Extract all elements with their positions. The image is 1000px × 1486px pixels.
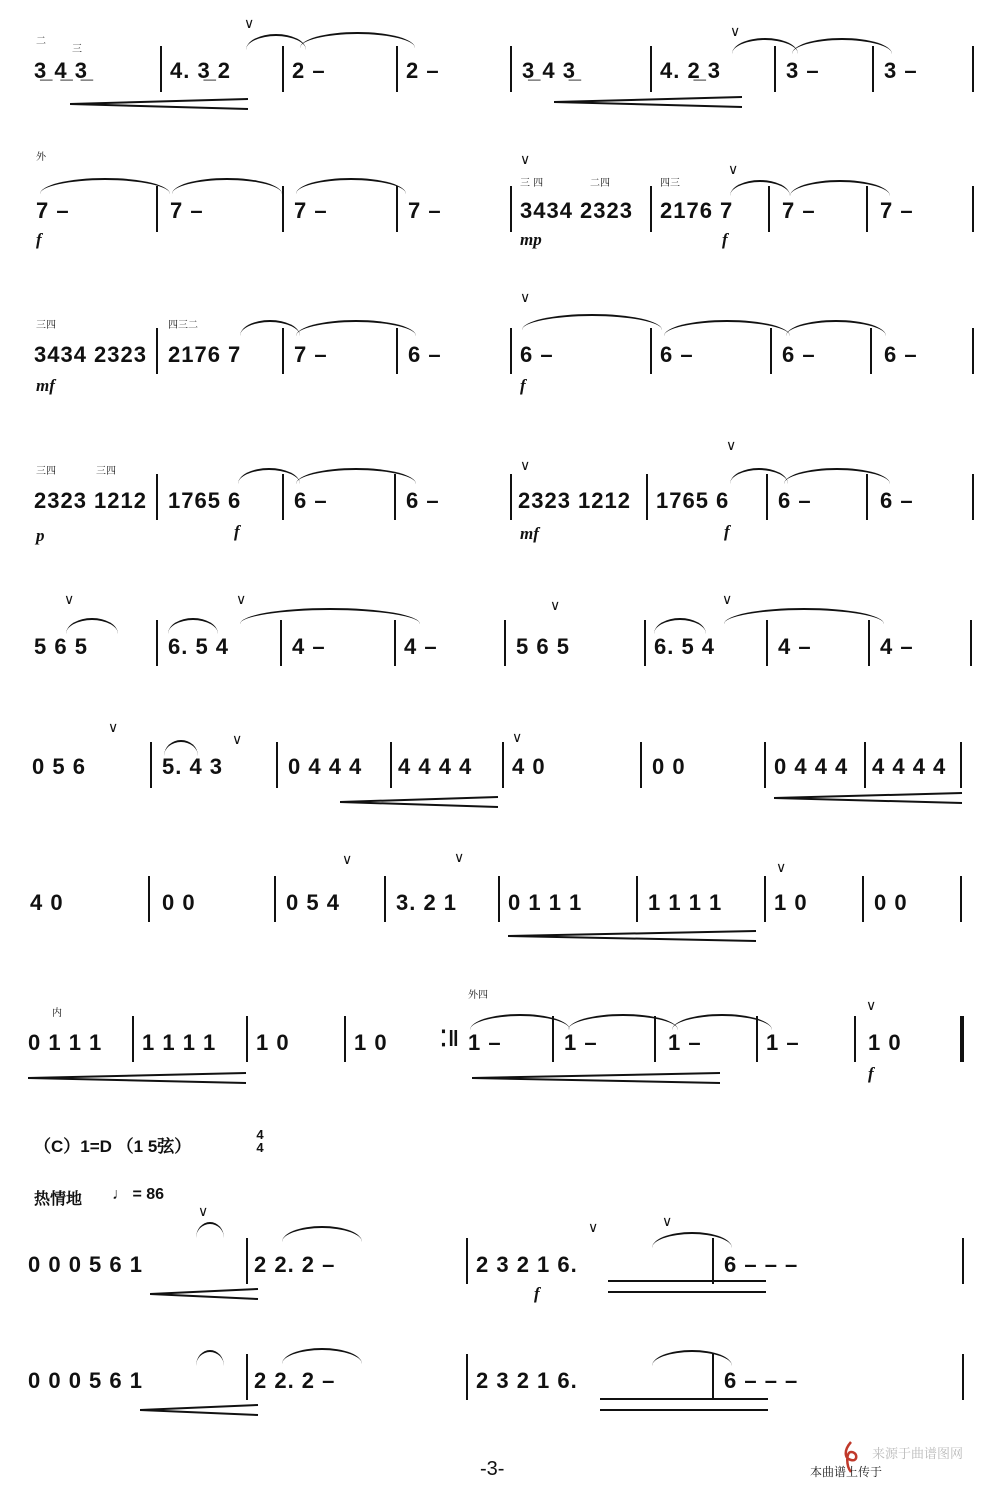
measure-notes: 2 3 2 1 6.	[476, 1368, 578, 1393]
tie-slur	[168, 618, 218, 634]
dynamic-mark: f	[234, 522, 240, 541]
measure-notes: 4. 3̲ 2	[170, 58, 232, 83]
measure-notes: 1765 6	[656, 488, 730, 513]
tempo-mark: ♩ = 86	[112, 1186, 165, 1203]
measure-notes: 6 –	[782, 342, 816, 367]
barline	[160, 46, 162, 92]
barline	[766, 620, 768, 666]
measure-notes: 6 –	[660, 342, 694, 367]
measure-notes: 1 1 1 1	[142, 1030, 217, 1055]
breath-mark: ∨	[866, 998, 877, 1014]
breath-mark: ∨	[728, 162, 739, 178]
measure-notes: 5. 4 3	[162, 754, 224, 779]
upload-credit: 本曲谱上传于	[810, 1465, 883, 1479]
staff-system-9	[0, 1204, 1000, 1334]
measure-notes: 6. 5 4	[168, 634, 230, 659]
measure-notes: 4 0	[512, 754, 546, 779]
barline	[156, 620, 158, 666]
measure-notes: 0 5 6	[32, 754, 86, 779]
measure-notes: 7 –	[294, 342, 328, 367]
crescendo-hairpin	[508, 930, 718, 940]
breath-mark: ∨	[588, 1220, 599, 1236]
dynamic-mark: mf	[36, 376, 55, 395]
breath-mark: ∨	[550, 598, 561, 614]
tie-slur	[784, 468, 890, 484]
breath-mark: ∨	[236, 592, 247, 608]
tie-slur	[164, 740, 198, 756]
dynamic-mark: f	[722, 230, 728, 249]
measure-notes: 3̲ 4̲ 3̲	[34, 58, 88, 83]
breath-mark: ∨	[776, 860, 787, 876]
measure-notes: 0 0	[652, 754, 686, 779]
tie-slur	[792, 38, 892, 54]
measure-notes: 0 1 1 1	[28, 1030, 103, 1055]
barline	[970, 620, 972, 666]
barline	[962, 1354, 964, 1400]
measure-notes: 1 0	[256, 1030, 290, 1055]
measure-notes: 1 1 1 1	[648, 890, 723, 915]
measure-notes: 4 –	[404, 634, 438, 659]
barline	[854, 1016, 856, 1062]
measure-notes: 6 –	[406, 488, 440, 513]
breath-mark: ∨	[730, 24, 741, 40]
barline	[246, 1354, 248, 1400]
barline	[636, 876, 638, 922]
fingering-mark: 三 四	[520, 178, 544, 189]
measure-notes: 7 –	[880, 198, 914, 223]
barline	[960, 876, 962, 922]
barline	[868, 620, 870, 666]
barline	[466, 1354, 468, 1400]
barline	[510, 186, 512, 232]
tie-slur	[522, 314, 662, 330]
breath-mark: ∨	[244, 16, 255, 32]
barline	[972, 186, 974, 232]
fingering-mark: 三四	[36, 466, 56, 477]
fingering-mark: 四三	[660, 178, 680, 189]
measure-notes: 3. 2 1	[396, 890, 458, 915]
barline	[498, 876, 500, 922]
measure-notes: 4 –	[880, 634, 914, 659]
staff-system-5	[0, 578, 1000, 708]
staff-system-6	[0, 712, 1000, 842]
barline	[282, 46, 284, 92]
barline	[644, 620, 646, 666]
fingering-mark: 外四	[468, 990, 488, 1001]
tie-slur	[282, 1348, 362, 1364]
dynamic-mark: f	[36, 230, 42, 249]
measure-notes: 0 4 4 4	[288, 754, 363, 779]
measure-notes: 6 –	[408, 342, 442, 367]
measure-notes: 7 –	[36, 198, 70, 223]
dynamic-mark: f	[724, 522, 730, 541]
measure-notes: 6 –	[294, 488, 328, 513]
tie-slur	[196, 1350, 224, 1366]
staff-system-4	[0, 428, 1000, 558]
tie-slur	[40, 178, 170, 194]
breath-mark: ∨	[662, 1214, 673, 1230]
measure-notes: 3̲ 4 3̲	[522, 58, 576, 83]
fingering-mark: 外	[36, 152, 46, 163]
crescendo-hairpin	[340, 796, 550, 806]
barline	[510, 328, 512, 374]
crescendo-hairpin	[472, 1072, 682, 1082]
measure-notes: 4 4 4 4	[872, 754, 947, 779]
tie-slur	[240, 320, 300, 336]
fingering-mark: 三	[72, 44, 82, 55]
dynamic-mark: f	[534, 1284, 540, 1303]
tie-slur	[238, 468, 300, 484]
time-signature-top: 4	[256, 1127, 264, 1142]
barline	[148, 876, 150, 922]
breath-mark: ∨	[520, 152, 531, 168]
barline	[466, 1238, 468, 1284]
tie-slur	[300, 32, 415, 48]
measure-notes: 1 –	[468, 1030, 502, 1055]
barline	[510, 474, 512, 520]
staff-system-8	[0, 982, 1000, 1112]
barline	[280, 620, 282, 666]
barline	[502, 742, 504, 788]
breath-mark: ∨	[520, 458, 531, 474]
barline	[972, 328, 974, 374]
measure-notes: 6 –	[884, 342, 918, 367]
fingering-mark: 三四	[96, 466, 116, 477]
barline	[504, 620, 506, 666]
tie-slur	[296, 178, 406, 194]
barline	[274, 876, 276, 922]
barline	[650, 328, 652, 374]
measure-notes: 1 0	[868, 1030, 902, 1055]
source-watermark: 来源于曲谱图网	[872, 1446, 964, 1461]
measure-notes: 0 1 1 1	[508, 890, 583, 915]
dynamic-mark: f	[868, 1064, 874, 1083]
tie-slur	[470, 1014, 570, 1030]
measure-notes: 1 –	[766, 1030, 800, 1055]
breath-mark: ∨	[454, 850, 465, 866]
measure-notes: 1765 6	[168, 488, 242, 513]
tie-slur	[240, 608, 420, 624]
tie-slur	[246, 34, 306, 50]
measure-notes: 0 0	[874, 890, 908, 915]
breath-mark: ∨	[726, 438, 737, 454]
measure-notes: 6 –	[778, 488, 812, 513]
measure-notes: 2323 1212	[518, 488, 631, 513]
measure-notes: 0 4 4 4	[774, 754, 849, 779]
dynamic-mark: p	[36, 526, 45, 545]
measure-notes: 5 6 5	[516, 634, 570, 659]
barline	[962, 1238, 964, 1284]
tie-slur	[196, 1222, 224, 1238]
measure-notes: 7 –	[782, 198, 816, 223]
tie-slur	[568, 1014, 678, 1030]
measure-notes: 5 6 5	[34, 634, 88, 659]
barline	[156, 474, 158, 520]
tie-slur	[296, 320, 416, 336]
measure-notes: 2 –	[406, 58, 440, 83]
tie-slur	[282, 1226, 362, 1242]
dynamic-mark: mf	[520, 524, 539, 543]
dynamic-mark: f	[520, 376, 526, 395]
final-barline	[960, 1016, 964, 1062]
breath-mark: ∨	[520, 290, 531, 306]
measure-notes: 7 –	[408, 198, 442, 223]
barline	[396, 46, 398, 92]
tie-slur	[652, 1232, 732, 1248]
tie-slur	[172, 178, 282, 194]
staff-system-10	[0, 1320, 1000, 1450]
barline	[246, 1238, 248, 1284]
measure-notes: 2 –	[292, 58, 326, 83]
page-number: -3-	[480, 1458, 505, 1480]
tie-slur	[732, 38, 798, 54]
measure-notes: 4 –	[292, 634, 326, 659]
decrescendo-hairpin	[608, 1280, 818, 1290]
barline	[764, 742, 766, 788]
measure-notes: 3434 2323	[34, 342, 147, 367]
tie-slur	[790, 180, 890, 196]
tie-slur	[730, 468, 788, 484]
fingering-mark: 三四	[36, 320, 56, 331]
barline	[510, 46, 512, 92]
measure-notes: 4 4 4 4	[398, 754, 473, 779]
measure-notes: 3434 2323	[520, 198, 633, 223]
measure-notes: 1 –	[564, 1030, 598, 1055]
measure-notes: 0 0	[162, 890, 196, 915]
breath-mark: ∨	[108, 720, 119, 736]
measure-notes: 3 –	[786, 58, 820, 83]
fingering-mark: 内	[52, 1008, 62, 1019]
decrescendo-hairpin	[600, 1398, 810, 1408]
measure-notes: 7 –	[294, 198, 328, 223]
measure-notes: 0 0 0 5 6 1	[28, 1368, 143, 1393]
measure-notes: 6 – – –	[724, 1368, 799, 1393]
barline	[150, 742, 152, 788]
barline	[650, 186, 652, 232]
dynamic-mark: mp	[520, 230, 542, 249]
barline	[390, 742, 392, 788]
staff-system-3	[0, 284, 1000, 414]
barline	[640, 742, 642, 788]
tie-slur	[786, 320, 886, 336]
barline	[384, 876, 386, 922]
measure-notes: 2323 1212	[34, 488, 147, 513]
measure-notes: 2176 7	[660, 198, 734, 223]
barline	[862, 876, 864, 922]
breath-mark: ∨	[722, 592, 733, 608]
measure-notes: 2 3 2 1 6.	[476, 1252, 578, 1277]
measure-notes: 0 5 4	[286, 890, 340, 915]
measure-notes: 7 –	[170, 198, 204, 223]
time-signature-bottom: 4	[256, 1140, 264, 1155]
barline	[960, 742, 962, 788]
breath-mark: ∨	[198, 1204, 209, 1220]
measure-notes: 6 –	[880, 488, 914, 513]
tie-slur	[724, 608, 884, 624]
barline	[864, 742, 866, 788]
measure-notes: 4 0	[30, 890, 64, 915]
crescendo-hairpin	[554, 96, 764, 106]
barline	[972, 474, 974, 520]
staff-system-1	[0, 10, 1000, 140]
crescendo-hairpin	[774, 792, 984, 802]
tempo-expression: 热情地	[34, 1191, 83, 1208]
measure-notes: 2 2. 2 –	[254, 1252, 336, 1277]
barline	[156, 328, 158, 374]
measure-notes: 1 0	[354, 1030, 388, 1055]
measure-notes: 2 2. 2 –	[254, 1368, 336, 1393]
tie-slur	[296, 468, 416, 484]
barline	[764, 876, 766, 922]
repeat-start-sign: ⁚‖	[440, 1026, 460, 1051]
tie-slur	[654, 618, 706, 634]
fingering-mark: 四三二	[168, 320, 198, 331]
barline	[650, 46, 652, 92]
crescendo-hairpin	[28, 1072, 238, 1082]
barline	[344, 1016, 346, 1062]
breath-mark: ∨	[512, 730, 523, 746]
crescendo-hairpin	[140, 1404, 350, 1414]
tie-slur	[652, 1350, 732, 1366]
tie-slur	[664, 320, 790, 336]
tie-slur	[66, 618, 118, 634]
measure-notes: 3 –	[884, 58, 918, 83]
barline	[646, 474, 648, 520]
barline	[246, 1016, 248, 1062]
staff-system-7	[0, 846, 1000, 976]
measure-notes: 4. 2̲ 3	[660, 58, 722, 83]
measure-notes: 1 –	[668, 1030, 702, 1055]
time-signature	[252, 1128, 268, 1154]
breath-mark: ∨	[232, 732, 243, 748]
barline	[394, 620, 396, 666]
breath-mark: ∨	[64, 592, 75, 608]
breath-mark: ∨	[342, 852, 353, 868]
barline	[972, 46, 974, 92]
measure-notes: 4 –	[778, 634, 812, 659]
barline	[132, 1016, 134, 1062]
crescendo-hairpin	[70, 98, 280, 108]
barline	[282, 186, 284, 232]
measure-notes: 6 –	[520, 342, 554, 367]
fingering-mark: 二四	[590, 178, 610, 189]
fingering-mark: 二	[36, 36, 46, 47]
measure-notes: 6. 5 4	[654, 634, 716, 659]
barline	[276, 742, 278, 788]
tie-slur	[730, 180, 790, 196]
section-key-signature: （C）1=D （1 5弦）	[34, 1137, 192, 1156]
crescendo-hairpin	[150, 1288, 360, 1298]
staff-system-2	[0, 138, 1000, 268]
measure-notes: 2176 7	[168, 342, 242, 367]
measure-notes: 1 0	[774, 890, 808, 915]
measure-notes: 6 – – –	[724, 1252, 799, 1277]
measure-notes: 0 0 0 5 6 1	[28, 1252, 143, 1277]
